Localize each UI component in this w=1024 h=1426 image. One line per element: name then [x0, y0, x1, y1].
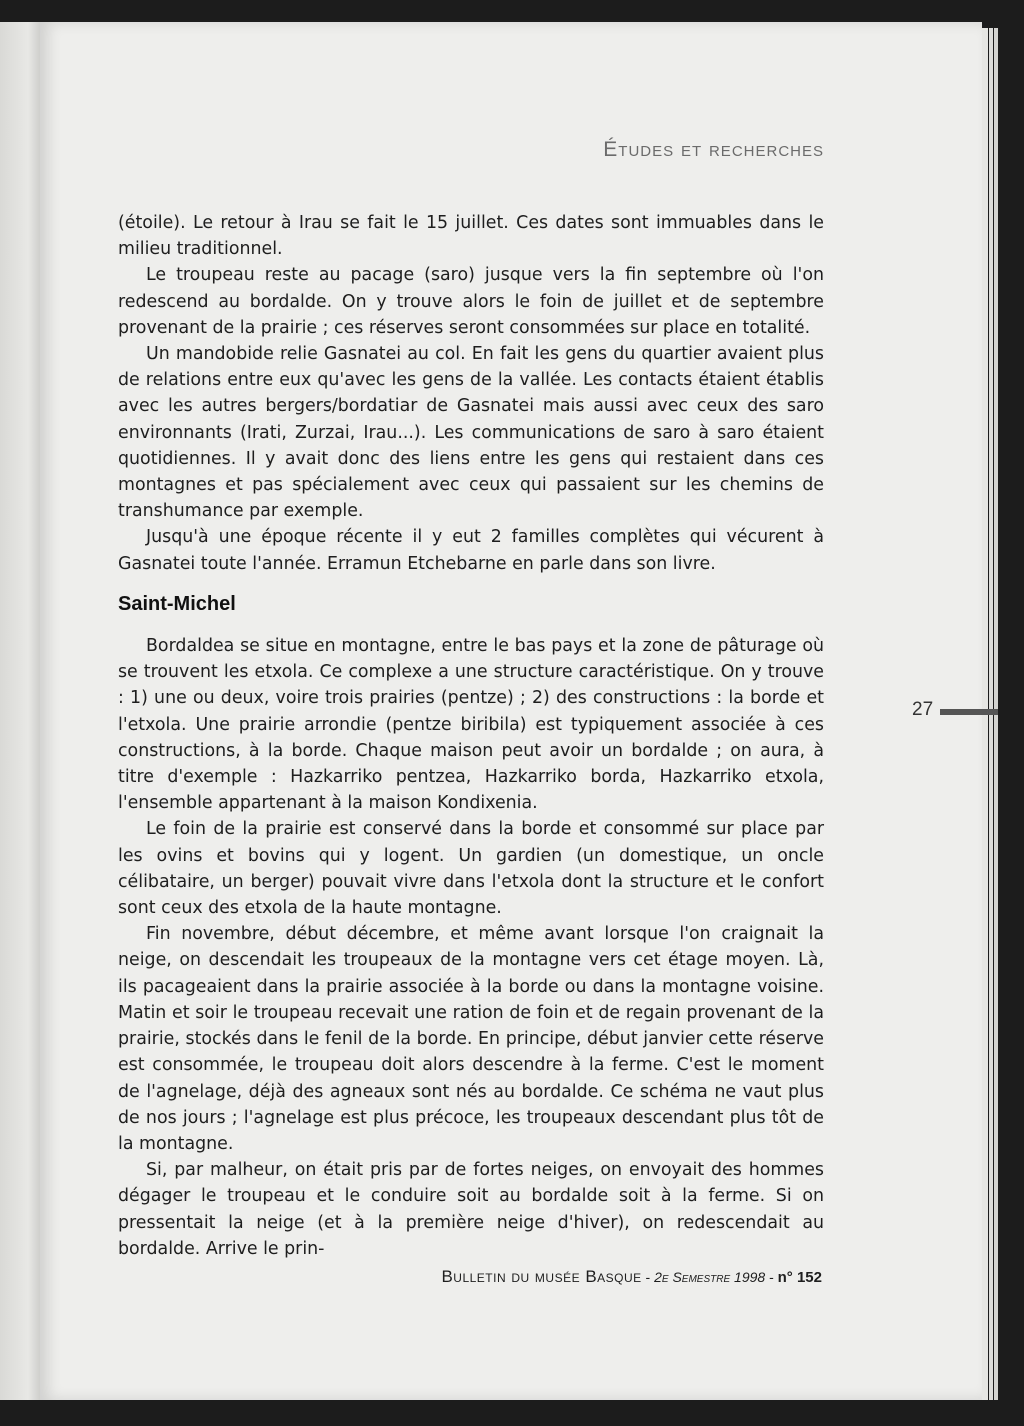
- paragraph: Fin novembre, début décembre, et même avant lorsque l'on craignait la neige, on descendait les troupeaux de la montagne vers cet étage moyen. Là, ils pacageaient dans la prairie associée à la borde ou dans la montagne voisine. Matin et soir le troupeau recevait une ration de foin et de regain provenant de la prairie, stockés dans le fenil de la borde. En principe, début janvier cette réserve est consommée, le troupeau doit alors descendre à la ferme. C'est le moment de l'agnelage, déjà des agneaux sont nés au bordalde. Ce schéma ne vaut plus de nos jours ; l'agnelage est plus précoce, les troupeaux descendant plus tôt de la montagne.: [118, 924, 824, 1154]
- page-number: 27: [912, 699, 934, 720]
- paragraph: Jusqu'à une époque récente il y eut 2 familles complètes qui vécurent à Gasnatei toute l'année. Erramun Etchebarne en parle dans son livre.: [118, 527, 824, 574]
- journal-footer: [441, 1267, 822, 1287]
- paragraph: Bordaldea se situe en montagne, entre le bas pays et la zone de pâturage où se trouvent les etxola. Ce complexe a une structure caractéristique. On y trouve : 1) une ou deux, voire trois prairies (pentze) ; 2) des constructions : la borde et l'etxola. Une prairie arrondie (pentze biribila) est typiquement associée à ces constructions, à la borde. Chaque maison peut avoir un bordalde ; on aura, à titre d'exemple : Hazkarriko pentzea, Hazkarriko borda, Hazkarriko etxola, l'ensemble appartenant à la maison Kondixenia.: [118, 636, 824, 814]
- running-header: Études et recherches: [603, 138, 824, 161]
- page-thumb-tab: [940, 709, 998, 715]
- semester-label: 2e Semestre 1998: [654, 1269, 766, 1285]
- paragraph: Un mandobide relie Gasnatei au col. En fait les gens du quartier avaient plus de relations entre eux qu'avec les gens de la vallée. Les contacts étaient établis avec les autres bergers/bordatiar de Gasnatei mais aussi avec ceux des saro environnants (Irati, Zurzai, Irau...). Les communications de saro à saro étaient quotidiennes. Il y avait donc des liens entre les gens qui restaient dans ces montagnes et pas spécialement avec ceux qui passaient sur les chemins de transhumance par exemple.: [118, 344, 824, 522]
- facing-page-edge: [0, 22, 40, 1400]
- footer-separator: -: [765, 1269, 778, 1285]
- paragraph: Le troupeau reste au pacage (saro) jusque vers la fin septembre où l'on redescend au bordalde. On y trouve alors le foin de juillet et de septembre provenant de la prairie ; ces réserves seront consommées sur place en totalité.: [118, 265, 824, 338]
- paragraph: Le foin de la prairie est conservé dans la borde et consommé sur place par les ovins et bovins qui y logent. Un gardien (un domestique, un oncle célibataire, un berger) pouvait vivre dans l'etxola dont la structure et le confort sont ceux des etxola de la haute montagne.: [118, 819, 824, 919]
- paragraph: (étoile). Le retour à Irau se fait le 15 juillet. Ces dates sont immuables dans le milieu traditionnel.: [118, 213, 824, 260]
- journal-title: Bulletin du musée Basque: [441, 1267, 642, 1286]
- issue-number: n° 152: [777, 1269, 822, 1286]
- paragraph: Si, par malheur, on était pris par de fortes neiges, on envoyait des hommes dégager le troupeau et le conduire soit au bordalde soit à la ferme. Si on pressentait la neige (et à la première neige d'hiver), on redescendait au bordalde. Arrive le prin-: [118, 1160, 824, 1259]
- footer-separator: -: [641, 1269, 655, 1285]
- section-heading: Saint-Michel: [118, 592, 236, 615]
- article-body: [118, 210, 824, 1262]
